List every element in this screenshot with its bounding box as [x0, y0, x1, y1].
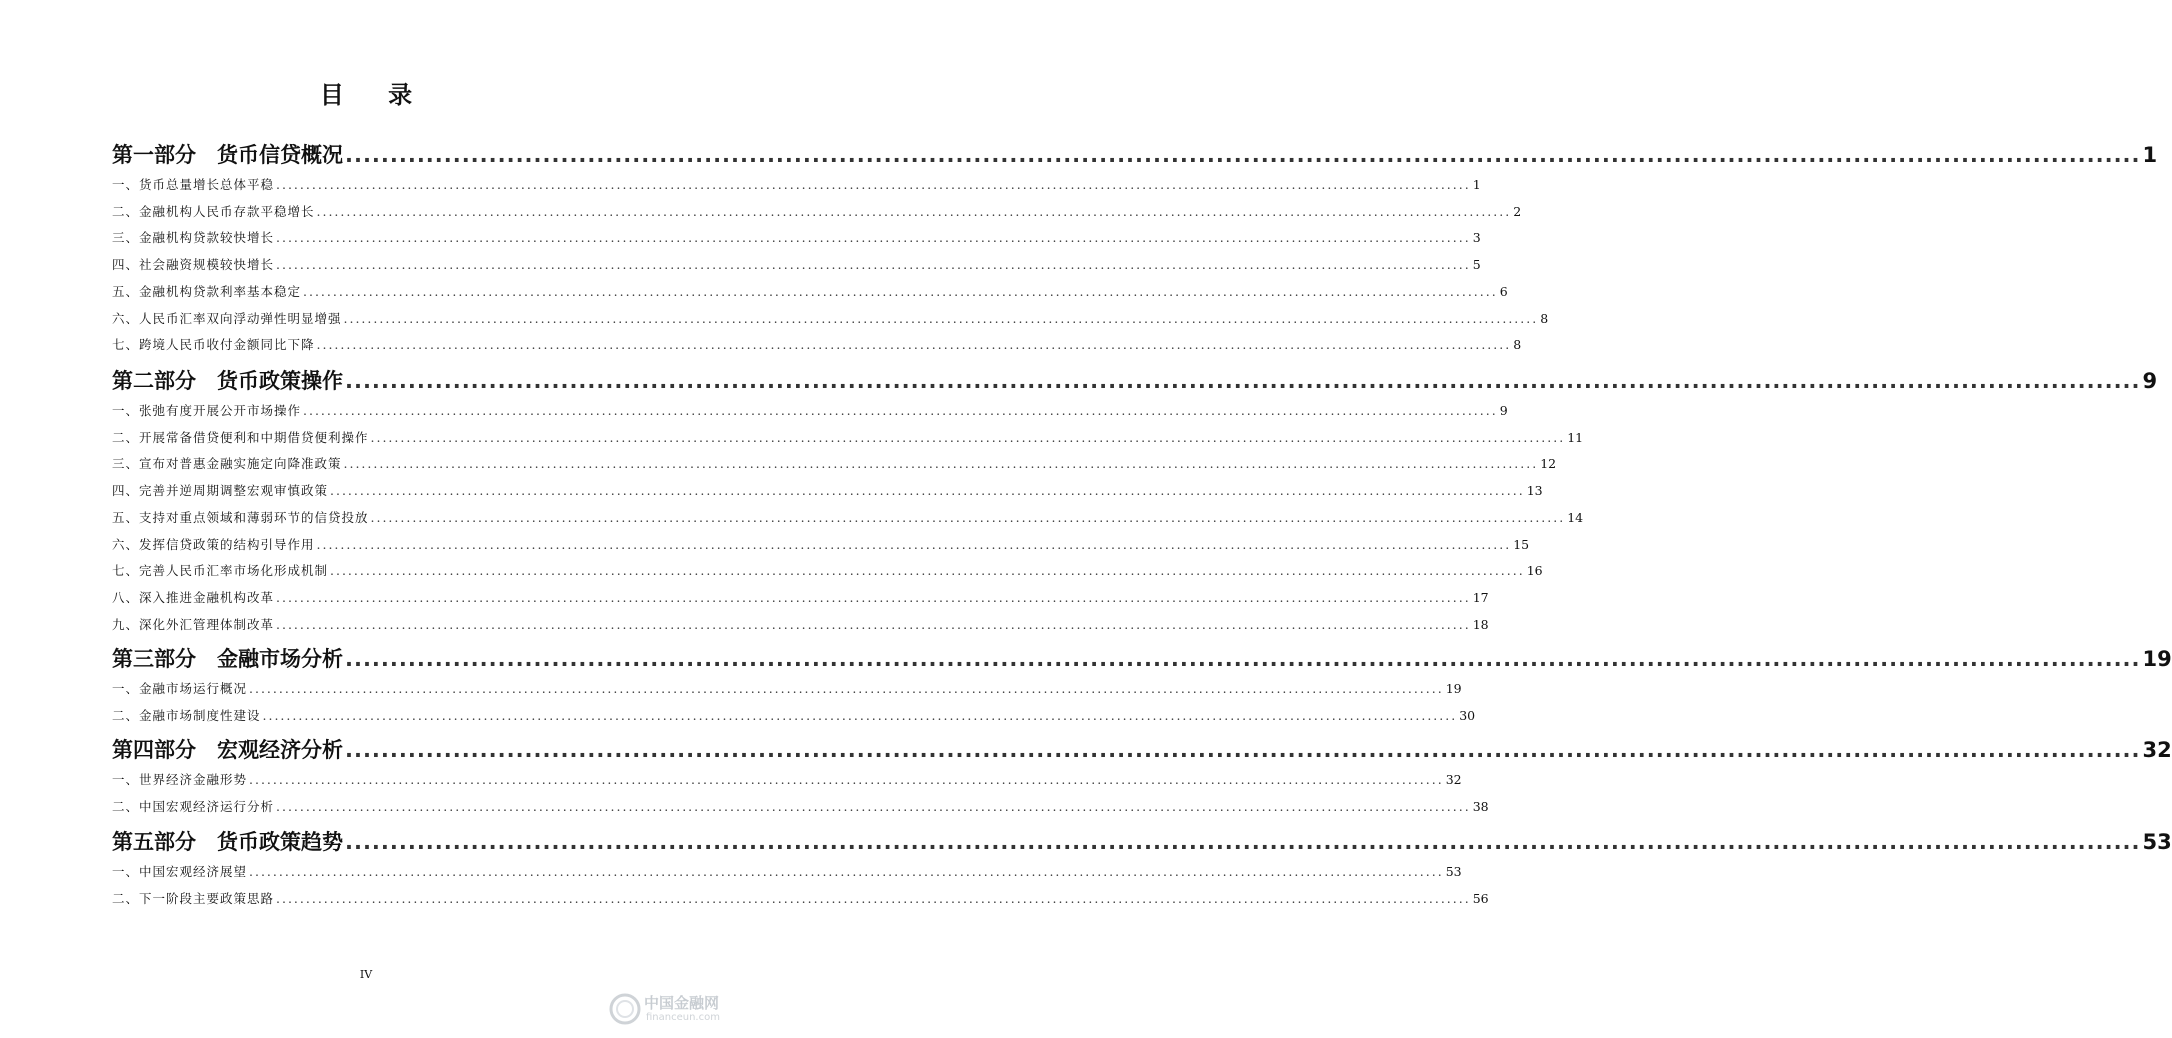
toc-section-label: 二、中国宏观经济运行分析 — [112, 799, 275, 814]
watermark-name: 中国金融网 — [644, 994, 720, 1012]
toc-part-label: 第二部分 货币政策操作 — [112, 369, 343, 393]
toc-leader-dots: ........................................................................................................................................................................................................ — [249, 772, 1444, 787]
toc-leader-dots: ........................................................................................................................................................................................................ — [276, 177, 1471, 192]
toc-part-label: 第五部分 货币政策趋势 — [112, 830, 343, 854]
toc-leader-dots: ........................................................................................................................................................................................................ — [316, 204, 1512, 219]
toc-section-label: 六、人民币汇率双向浮动弹性明显增强 — [112, 311, 342, 326]
toc-section-entry[interactable] — [112, 510, 1584, 526]
toc-section-entry[interactable] — [112, 430, 1584, 446]
toc-section-entry[interactable] — [112, 483, 1543, 499]
toc-leader-dots: ........................................................................................................................................................................................................ — [249, 864, 1444, 879]
toc-section-entry[interactable] — [112, 891, 1489, 907]
toc-section-label: 一、中国宏观经济展望 — [112, 864, 248, 879]
toc-leader-dots: ........................................................................................................................................................................................................ — [345, 143, 2141, 167]
toc-section-label: 二、金融市场制度性建设 — [112, 708, 261, 723]
toc-section-entry[interactable] — [112, 230, 1481, 246]
toc-section-page: 32 — [1445, 772, 1462, 787]
toc-leader-dots: ........................................................................................................................................................................................................ — [343, 311, 1539, 326]
toc-section-page: 11 — [1567, 430, 1584, 445]
toc-part-page: 32 — [2142, 738, 2172, 762]
toc-section-page: 3 — [1472, 230, 1481, 245]
toc-section-page: 1 — [1472, 177, 1481, 192]
toc-section-entry[interactable] — [112, 772, 1462, 788]
toc-leader-dots: ........................................................................................................................................................................................................ — [330, 563, 1525, 578]
toc-section-entry[interactable] — [112, 799, 1489, 815]
watermark — [606, 990, 726, 1030]
toc-section-page: 38 — [1472, 799, 1489, 814]
toc-section-entry[interactable] — [112, 456, 1557, 472]
toc-section-page: 17 — [1472, 590, 1489, 605]
toc-section-label: 一、张弛有度开展公开市场操作 — [112, 403, 302, 418]
toc-section-entry[interactable] — [112, 617, 1489, 633]
toc-section-entry[interactable] — [112, 204, 1522, 220]
toc-section-page: 6 — [1499, 284, 1508, 299]
toc-section-label: 八、深入推进金融机构改革 — [112, 590, 275, 605]
page-title: 目 录 — [319, 81, 431, 109]
toc-leader-dots: ........................................................................................................................................................................................................ — [345, 647, 2141, 671]
toc-section-entry[interactable] — [112, 311, 1549, 327]
toc-leader-dots: ........................................................................................................................................................................................................ — [276, 257, 1471, 272]
toc-leader-dots: ........................................................................................................................................................................................................ — [276, 590, 1471, 605]
toc-section-label: 三、宣布对普惠金融实施定向降准政策 — [112, 456, 342, 471]
toc-part-entry[interactable] — [112, 368, 2158, 394]
toc-leader-dots: ........................................................................................................................................................................................................ — [345, 830, 2141, 854]
toc-leader-dots: ........................................................................................................................................................................................................ — [276, 617, 1471, 632]
toc-part-page: 53 — [2142, 830, 2172, 854]
toc-part-label: 第四部分 宏观经济分析 — [112, 738, 343, 762]
toc-section-page: 16 — [1526, 563, 1543, 578]
page-number: IV — [359, 968, 373, 981]
toc-section-entry[interactable] — [112, 177, 1481, 193]
toc-section-label: 四、完善并逆周期调整宏观审慎政策 — [112, 483, 329, 498]
toc-section-label: 七、跨境人民币收付金额同比下降 — [112, 337, 315, 352]
toc-leader-dots: ........................................................................................................................................................................................................ — [370, 430, 1566, 445]
toc-leader-dots: ........................................................................................................................................................................................................ — [262, 708, 1458, 723]
toc-section-label: 一、金融市场运行概况 — [112, 681, 248, 696]
toc-section-label: 七、完善人民币汇率市场化形成机制 — [112, 563, 329, 578]
toc-section-page: 9 — [1499, 403, 1508, 418]
watermark-url: financeun.com — [646, 1012, 720, 1023]
toc-part-entry[interactable] — [112, 646, 2172, 672]
toc-section-page: 5 — [1472, 257, 1481, 272]
toc-part-entry[interactable] — [112, 829, 2172, 855]
toc-leader-dots: ........................................................................................................................................................................................................ — [330, 483, 1525, 498]
toc-section-label: 二、下一阶段主要政策思路 — [112, 891, 275, 906]
toc-part-page: 19 — [2142, 647, 2172, 671]
toc-section-label: 四、社会融资规模较快增长 — [112, 257, 275, 272]
toc-section-entry[interactable] — [112, 257, 1481, 273]
toc-section-page: 53 — [1445, 864, 1462, 879]
toc-part-label: 第三部分 金融市场分析 — [112, 647, 343, 671]
toc-part-page: 9 — [2142, 369, 2158, 393]
toc-section-entry[interactable] — [112, 537, 1530, 553]
toc-section-page: 15 — [1513, 537, 1530, 552]
toc-section-page: 30 — [1459, 708, 1476, 723]
toc-section-label: 五、金融机构贷款利率基本稳定 — [112, 284, 302, 299]
toc-section-page: 12 — [1540, 456, 1557, 471]
toc-section-page: 13 — [1526, 483, 1543, 498]
toc-section-entry[interactable] — [112, 337, 1522, 353]
toc-section-page: 18 — [1472, 617, 1489, 632]
toc-leader-dots: ........................................................................................................................................................................................................ — [316, 337, 1512, 352]
toc-section-label: 二、金融机构人民币存款平稳增长 — [112, 204, 315, 219]
toc-section-page: 14 — [1567, 510, 1584, 525]
toc-section-entry[interactable] — [112, 590, 1489, 606]
toc-leader-dots: ........................................................................................................................................................................................................ — [303, 284, 1498, 299]
toc-leader-dots: ........................................................................................................................................................................................................ — [276, 799, 1471, 814]
toc-section-label: 五、支持对重点领域和薄弱环节的信贷投放 — [112, 510, 369, 525]
toc-section-entry[interactable] — [112, 403, 1508, 419]
toc-leader-dots: ........................................................................................................................................................................................................ — [303, 403, 1498, 418]
toc-section-entry[interactable] — [112, 563, 1543, 579]
toc-section-page: 56 — [1472, 891, 1489, 906]
toc-leader-dots: ........................................................................................................................................................................................................ — [316, 537, 1512, 552]
toc-section-label: 三、金融机构贷款较快增长 — [112, 230, 275, 245]
toc-section-entry[interactable] — [112, 708, 1476, 724]
toc-part-entry[interactable] — [112, 737, 2172, 763]
toc-section-page: 8 — [1540, 311, 1549, 326]
toc-part-label: 第一部分 货币信贷概况 — [112, 143, 343, 167]
toc-section-label: 二、开展常备借贷便利和中期借贷便利操作 — [112, 430, 369, 445]
toc-leader-dots: ........................................................................................................................................................................................................ — [276, 891, 1471, 906]
toc-section-label: 六、发挥信贷政策的结构引导作用 — [112, 537, 315, 552]
toc-section-label: 九、深化外汇管理体制改革 — [112, 617, 275, 632]
toc-leader-dots: ........................................................................................................................................................................................................ — [345, 369, 2141, 393]
toc-part-entry[interactable] — [112, 142, 2158, 168]
toc-part-page: 1 — [2142, 143, 2158, 167]
toc-section-page: 19 — [1445, 681, 1462, 696]
toc-leader-dots: ........................................................................................................................................................................................................ — [343, 456, 1539, 471]
toc-section-page: 2 — [1513, 204, 1522, 219]
toc-section-label: 一、货币总量增长总体平稳 — [112, 177, 275, 192]
watermark-logo-icon — [608, 992, 642, 1026]
toc-leader-dots: ........................................................................................................................................................................................................ — [249, 681, 1444, 696]
toc-leader-dots: ........................................................................................................................................................................................................ — [370, 510, 1566, 525]
toc-leader-dots: ........................................................................................................................................................................................................ — [345, 738, 2141, 762]
toc-section-entry[interactable] — [112, 681, 1462, 697]
toc-section-entry[interactable] — [112, 864, 1462, 880]
toc-section-page: 8 — [1513, 337, 1522, 352]
toc-section-entry[interactable] — [112, 284, 1508, 300]
toc-section-label: 一、世界经济金融形势 — [112, 772, 248, 787]
toc-leader-dots: ........................................................................................................................................................................................................ — [276, 230, 1471, 245]
